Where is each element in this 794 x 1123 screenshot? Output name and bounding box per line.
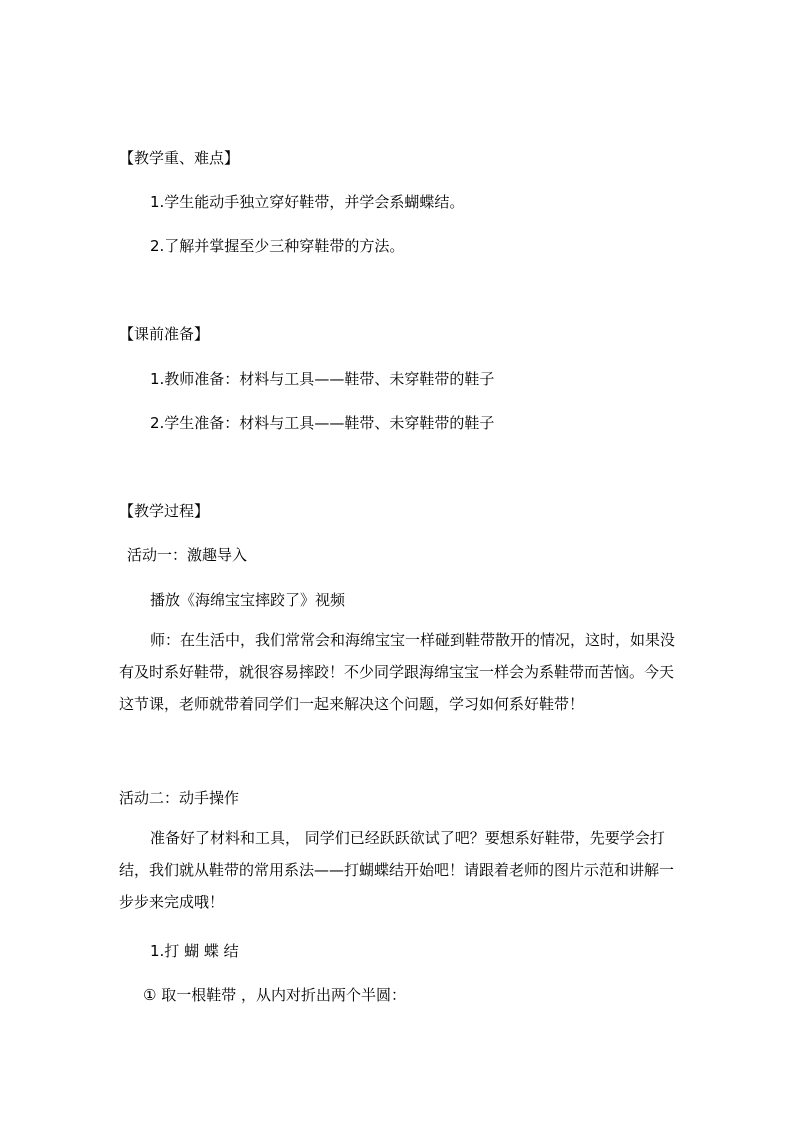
step-title: 1.打 蝴 蝶 结 xyxy=(150,942,239,960)
activity-1-title: 活动一：激趣导入 xyxy=(127,546,248,564)
key-points-heading: 【教学重、难点】 xyxy=(119,149,240,167)
activity-2-paragraph: 准备好了材料和工具， 同学们已经跃跃欲试了吧？要想系好鞋带，先要学会打结，我们就从鞋带的常用系法——打蝴蝶结开始吧！请跟着老师的图片示范和讲解一步步来完成哦！ xyxy=(119,829,675,911)
key-point-item-2: 2.了解并掌握至少三种穿鞋带的方法。 xyxy=(150,237,405,255)
key-point-item-1: 1.学生能动手独立穿好鞋带，并学会系蝴蝶结。 xyxy=(150,193,465,211)
preparation-item-2: 2.学生准备：材料与工具——鞋带、未穿鞋带的鞋子 xyxy=(150,414,495,432)
activity-1-video: 播放《海绵宝宝摔跤了》视频 xyxy=(150,591,346,609)
activity-2-title: 活动二：动手操作 xyxy=(119,789,240,807)
step-1-text: ① 取一根鞋带 ，从内对折出两个半圆： xyxy=(143,986,406,1004)
preparation-heading: 【课前准备】 xyxy=(119,325,210,343)
process-heading: 【教学过程】 xyxy=(119,502,210,520)
preparation-item-1: 1.教师准备：材料与工具——鞋带、未穿鞋带的鞋子 xyxy=(150,370,495,388)
activity-1-paragraph: 师：在生活中，我们常常会和海绵宝宝一样碰到鞋带散开的情况，这时，如果没有及时系好鞋带，就很容易摔跤！不少同学跟海绵宝宝一样会为系鞋带而苦恼。今天这节课，老师就带着同学们一起来解决这个问题，学习如何系好鞋带！ xyxy=(119,631,676,713)
